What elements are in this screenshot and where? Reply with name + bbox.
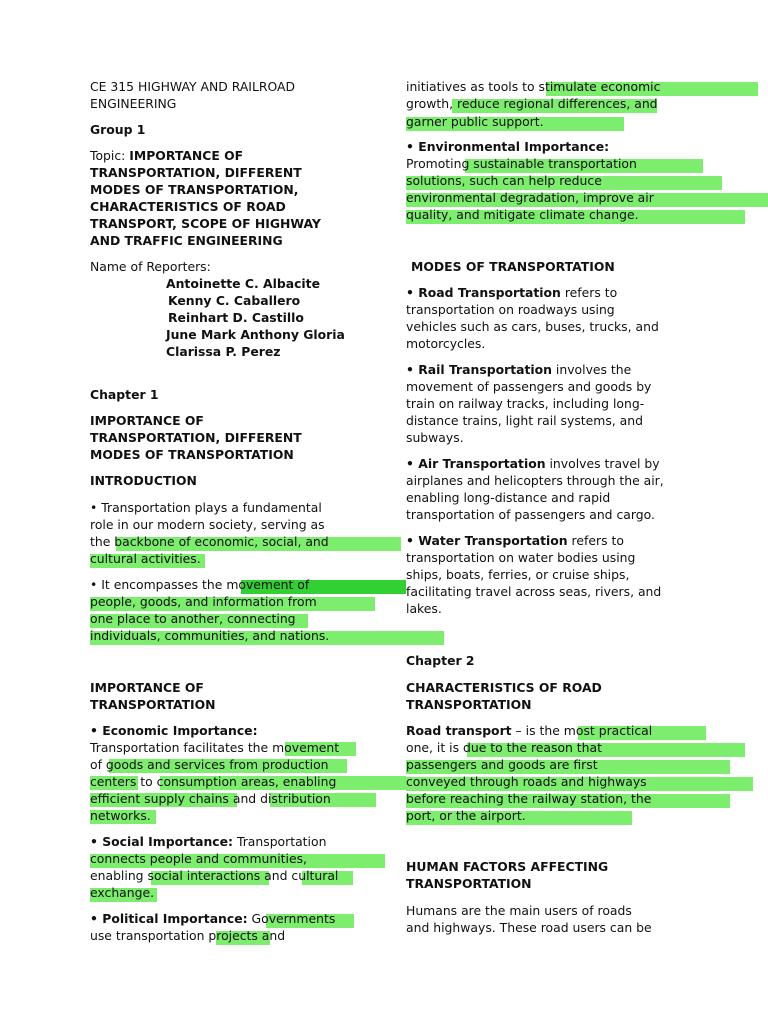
reporter-name: Clarissa P. Perez <box>166 344 281 359</box>
introduction-heading: INTRODUCTION <box>90 473 197 488</box>
text-run: Promoting <box>406 156 470 171</box>
political-line-1 <box>90 910 335 927</box>
road-transport-line-5: before reaching the railway station, the <box>406 791 652 806</box>
intro-p1-line-3 <box>90 533 329 550</box>
text-run: Transportation <box>233 834 327 849</box>
water-transportation-title: • Water Transportation <box>406 533 568 548</box>
modes-heading: MODES OF TRANSPORTATION <box>411 259 615 274</box>
environmental-line-1 <box>406 155 637 172</box>
chapter-2-title-line-1: CHARACTERISTICS OF ROAD <box>406 680 602 695</box>
economic-line-2 <box>90 756 329 773</box>
text-run: refers to <box>560 285 618 300</box>
social-line-3 <box>90 867 338 884</box>
economic-line-5: networks. <box>90 808 151 823</box>
course-title-line-1: CE 315 HIGHWAY AND RAILROAD <box>90 79 296 94</box>
topic-label: Topic: <box>90 148 130 163</box>
text-run: growth <box>406 96 450 111</box>
highlighted-run: stimulate economic <box>538 79 661 94</box>
human-factors-line-2: and highways. These road users can be <box>406 920 652 935</box>
reporter-name: June Mark Anthony Gloria <box>166 327 345 342</box>
road-transportation-title: • Road Transportation <box>406 285 561 300</box>
intro-p1-line-1: • Transportation plays a fundamental <box>90 500 322 515</box>
rail-line-3: train on railway tracks, including long- <box>406 396 645 411</box>
reporters-label: Name of Reporters: <box>90 259 211 274</box>
highlighted-run: due to the reason that <box>463 740 602 755</box>
road-line-4: motorcycles. <box>406 336 486 351</box>
road-transport-term: Road transport <box>406 723 512 738</box>
political-importance-title: • Political Importance: <box>90 911 248 926</box>
highlighted-run: projects <box>208 928 258 943</box>
text-run: Transportation facilitates the <box>90 740 273 755</box>
text-run: enabling <box>90 868 148 883</box>
text-run: of <box>90 757 106 772</box>
highlighted-run: cultural <box>291 868 339 883</box>
highlighted-run: backbone of economic, social, and <box>114 534 329 549</box>
air-transportation-title: • Air Transportation <box>406 456 546 471</box>
environmental-line-2: solutions, such can help reduce <box>406 173 602 188</box>
intro-p2-line-3: one place to another, connecting <box>90 611 296 626</box>
reporter-name: Kenny C. Caballero <box>168 293 301 308</box>
highlighted-run: centers <box>90 774 137 789</box>
text-run: to <box>136 774 157 789</box>
air-line-2: airplanes and helicopters through the air, <box>406 473 664 488</box>
political-cont-line-1 <box>406 78 660 95</box>
human-factors-heading-line-1: HUMAN FACTORS AFFECTING <box>406 859 609 874</box>
economic-importance-title: • Economic Importance: <box>90 723 258 738</box>
highlighted-run: movement <box>272 740 340 755</box>
political-cont-line-3: garner public support. <box>406 114 544 129</box>
political-line-2 <box>90 927 285 944</box>
chapter-1-title-line-1: IMPORTANCE OF <box>90 413 204 428</box>
topic-line-1 <box>90 147 243 164</box>
air-line-4: transportation of passengers and cargo. <box>406 507 655 522</box>
highlighted-run: distribution <box>260 791 331 806</box>
water-line-3: ships, boats, ferries, or cruise ships, <box>406 567 630 582</box>
text-run: one, it is <box>406 740 464 755</box>
chapter-2-label: Chapter 2 <box>406 653 475 668</box>
text-run: and <box>228 791 261 806</box>
highlighted-run: , reduce regional differences, a <box>449 96 642 111</box>
text-run: the <box>90 534 115 549</box>
reporter-name: Reinhart D. Castillo <box>168 310 304 325</box>
chapter-1-title-line-2: TRANSPORTATION, DIFFERENT <box>90 430 302 445</box>
rail-line-4: distance trains, light rail systems, and <box>406 413 643 428</box>
topic-line-3: MODES OF TRANSPORTATION, <box>90 182 299 197</box>
text-run: involves the <box>551 362 632 377</box>
highlighted-run: most practical <box>563 723 653 738</box>
chapter-2-title-line-2: TRANSPORTATION <box>406 697 532 712</box>
economic-line-1 <box>90 739 339 756</box>
environmental-importance-title: • Environmental Importance: <box>406 139 610 154</box>
rail-line-2: movement of passengers and goods by <box>406 379 652 394</box>
importance-heading-line-2: TRANSPORTATION <box>90 697 216 712</box>
economic-line-4 <box>90 790 331 807</box>
water-line-2: transportation on water bodies using <box>406 550 636 565</box>
road-line-2: transportation on roadways using <box>406 302 615 317</box>
topic-line-4: CHARACTERISTICS OF ROAD <box>90 199 286 214</box>
text-run: • It encompasses the <box>90 577 227 592</box>
highlighted-run: consumption areas, enabling <box>156 774 337 789</box>
text-run: nd <box>641 96 658 111</box>
text-run: use transportation <box>90 928 209 943</box>
highlighted-run: goods and services from production <box>105 757 329 772</box>
highlighted-run: social interactions <box>147 868 261 883</box>
text-run: initiatives as tools to <box>406 79 539 94</box>
text-run: and <box>260 868 292 883</box>
road-transport-line-3: passengers and goods are first <box>406 757 598 772</box>
road-transport-line-4: conveyed through roads and highways <box>406 774 647 789</box>
rail-line-1 <box>406 361 631 378</box>
chapter-1-label: Chapter 1 <box>90 387 159 402</box>
rail-transportation-title: • Rail Transportation <box>406 362 552 377</box>
text-run: involves travel by <box>545 456 660 471</box>
social-line-4: exchange. <box>90 885 155 900</box>
environmental-line-4: quality, and mitigate climate change. <box>406 207 639 222</box>
social-line-2: connects people and communities, <box>90 851 307 866</box>
topic-line-5: TRANSPORT, SCOPE OF HIGHWAY <box>90 216 321 231</box>
topic-text: IMPORTANCE OF <box>129 148 244 163</box>
intro-p2-line-1 <box>90 576 309 593</box>
road-transport-line-6: port, or the airport. <box>406 808 526 823</box>
highlighted-run: sustainable transportation <box>469 156 637 171</box>
course-title-line-2: ENGINEERING <box>90 96 177 111</box>
human-factors-line-1: Humans are the main users of roads <box>406 903 632 918</box>
road-transport-line-2 <box>406 739 602 756</box>
human-factors-heading-line-2: TRANSPORTATION <box>406 876 532 891</box>
highlighted-run: efficient supply chains <box>90 791 229 806</box>
intro-p2-line-4: individuals, communities, and nations. <box>90 628 330 643</box>
reporter-name: Antoinette C. Albacite <box>166 276 320 291</box>
topic-line-2: TRANSPORTATION, DIFFERENT <box>90 165 302 180</box>
economic-line-3 <box>90 773 336 790</box>
topic-line-6: AND TRAFFIC ENGINEERING <box>90 233 283 248</box>
road-line-3: vehicles such as cars, buses, trucks, and <box>406 319 659 334</box>
importance-heading-line-1: IMPORTANCE OF <box>90 680 204 695</box>
social-line-1 <box>90 833 326 850</box>
highlighted-run: Governments <box>251 911 336 926</box>
air-line-3: enabling long-distance and rapid <box>406 490 611 505</box>
intro-p1-line-4: cultural activities. <box>90 551 201 566</box>
rail-line-5: subways. <box>406 430 464 445</box>
highlighted-run: movement of <box>226 577 310 592</box>
water-line-4: facilitating travel across seas, rivers, and <box>406 584 662 599</box>
social-importance-title: • Social Importance: <box>90 834 234 849</box>
political-cont-line-2 <box>406 95 658 112</box>
text-run: and <box>257 928 286 943</box>
group-label: Group 1 <box>90 122 146 137</box>
intro-p2-line-2: people, goods, and information from <box>90 594 317 609</box>
text-run: – is the <box>511 723 564 738</box>
text-run: refers to <box>567 533 624 548</box>
water-line-1 <box>406 532 624 549</box>
environmental-line-3: environmental degradation, improve air <box>406 190 654 205</box>
water-line-5: lakes. <box>406 601 442 616</box>
road-transport-line-1 <box>406 722 652 739</box>
air-line-1 <box>406 455 660 472</box>
chapter-1-title-line-3: MODES OF TRANSPORTATION <box>90 447 294 462</box>
road-line-1 <box>406 284 617 301</box>
intro-p1-line-2: role in our modern society, serving as <box>90 517 325 532</box>
